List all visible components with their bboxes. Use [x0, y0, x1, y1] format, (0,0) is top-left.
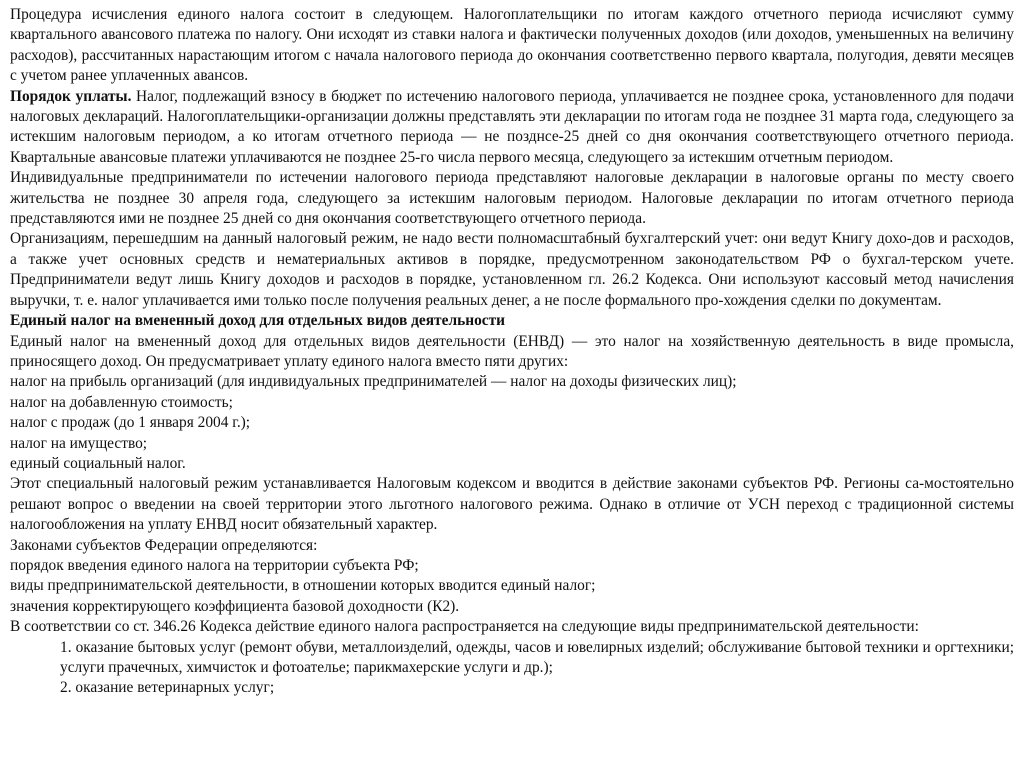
paragraph-special-regime: Этот специальный налоговый режим устанавливается Налоговым кодексом и вводится в действие законами субъектов РФ. Регионы са-мостоятельно решают вопрос о введении на своей территории этого льготного налогового режима. Однако в отличие от УСН переход с традиционной системы налогообложения на уплату ЕНВД носит обязательный характер.: [10, 475, 1014, 534]
paragraph-accounting: Организациям, перешедшим на данный налоговый режим, не надо вести полномасштабный бухгалтерский учет: они ведут Книгу дохо-дов и расходов, а также учет основных средств и нематериальных активов в порядке, предусмотренном законодательством РФ о бухгал-терском учете. Предприниматели ведут лишь Книгу доходов и расходов в порядке, установленном гл. 26.2 Кодекса. Они используют кассовый метод начисления выручки, т. е. налог уплачивается ими только после получения реальных денег, а не после формального про-хождения сделки по документам.: [10, 230, 1014, 309]
tax-list-item: налог на добавленную стоимость;: [10, 393, 233, 411]
tax-list-item: единый социальный налог.: [10, 454, 186, 472]
tax-list-item: налог на имущество;: [10, 434, 148, 452]
payment-order-heading: Порядок уплаты.: [10, 87, 132, 105]
paragraph-entrepreneurs: Индивидуальные предприниматели по истечении налогового периода представляют налоговые декларации в налоговые органы по месту своего жительства не позднее 30 апреля года, следующего за истекшим налоговым периодом. Налоговые декларации по итогам отчетного периода представляются ими не позднее 25 дней со дня окончания соответствующего отчетного периода.: [10, 169, 1014, 228]
section-heading-envd: Единый налог на вмененный доход для отдельных видов деятельности: [10, 312, 506, 330]
law-list-item: значения корректирующего коэффициента базовой доходности (К2).: [10, 597, 460, 615]
activity-list-item: 2. оказание ветеринарных услуг;: [60, 679, 275, 697]
activity-list-item: 1. оказание бытовых услуг (ремонт обуви, металлоизделий, одежды, часов и ювелирных изделий; обслуживание бытовой техники и оргтехники; услуги прачечных, химчисток и фотоателье; парикмахерские услуги и др.);: [60, 638, 1014, 676]
paragraph-envd-definition: Единый налог на вмененный доход для отдельных видов деятельности (ЕНВД) — это налог на хозяйственную деятельность в виде промысла, приносящего доход. Он предусматривает уплату единого налога вместо пяти других:: [10, 332, 1014, 370]
document-page: [10, 5, 1014, 699]
law-list-item: виды предпринимательской деятельности, в отношении которых вводится единый налог;: [10, 577, 596, 595]
paragraph-calculation: Процедура исчисления единого налога состоит в следующем. Налогоплательщики по итогам каждого отчетного периода исчисляют сумму квартального авансового платежа по налогу. Они исходят из ставки налога и фактически полученных доходов (или доходов, уменьшенных на величину расходов), рассчитанных нарастающим итогом с начала налогового периода до окончания соответственно первого квартала, полугодия, девяти месяцев с учетом ранее уплаченных авансов.: [10, 6, 1014, 85]
tax-list-item: налог на прибыль организаций (для индивидуальных предпринимателей — налог на доходы физических лиц);: [10, 373, 737, 391]
tax-list-item: налог с продаж (до 1 января 2004 г.);: [10, 414, 251, 432]
paragraph-laws-intro: Законами субъектов Федерации определяются:: [10, 536, 318, 554]
paragraph-payment-order: [10, 87, 1014, 169]
paragraph-article-reference: В соответствии со ст. 346.26 Кодекса действие единого налога распространяется на следующие виды предпринимательской деятельности:: [10, 618, 919, 636]
payment-order-text: Налог, подлежащий взносу в бюджет по истечению налогового периода, уплачивается не позднее срока, установленного для подачи налоговых деклараций. Налогоплательщики-организации должны представлять эти декларации по итогам года не позднее 31 марта года, следующего за истекшим налоговым периодом, а ко итогам отчетного периода — не позднсе-25 дней со дня окончания соответствующего отчетного периода. Квартальные авансовые платежи уплачиваются не позднее 25-го числа первого месяца, следующего за истекшим отчетным периодом.: [10, 87, 1014, 166]
law-list-item: порядок введения единого налога на территории субъекта РФ;: [10, 556, 419, 574]
